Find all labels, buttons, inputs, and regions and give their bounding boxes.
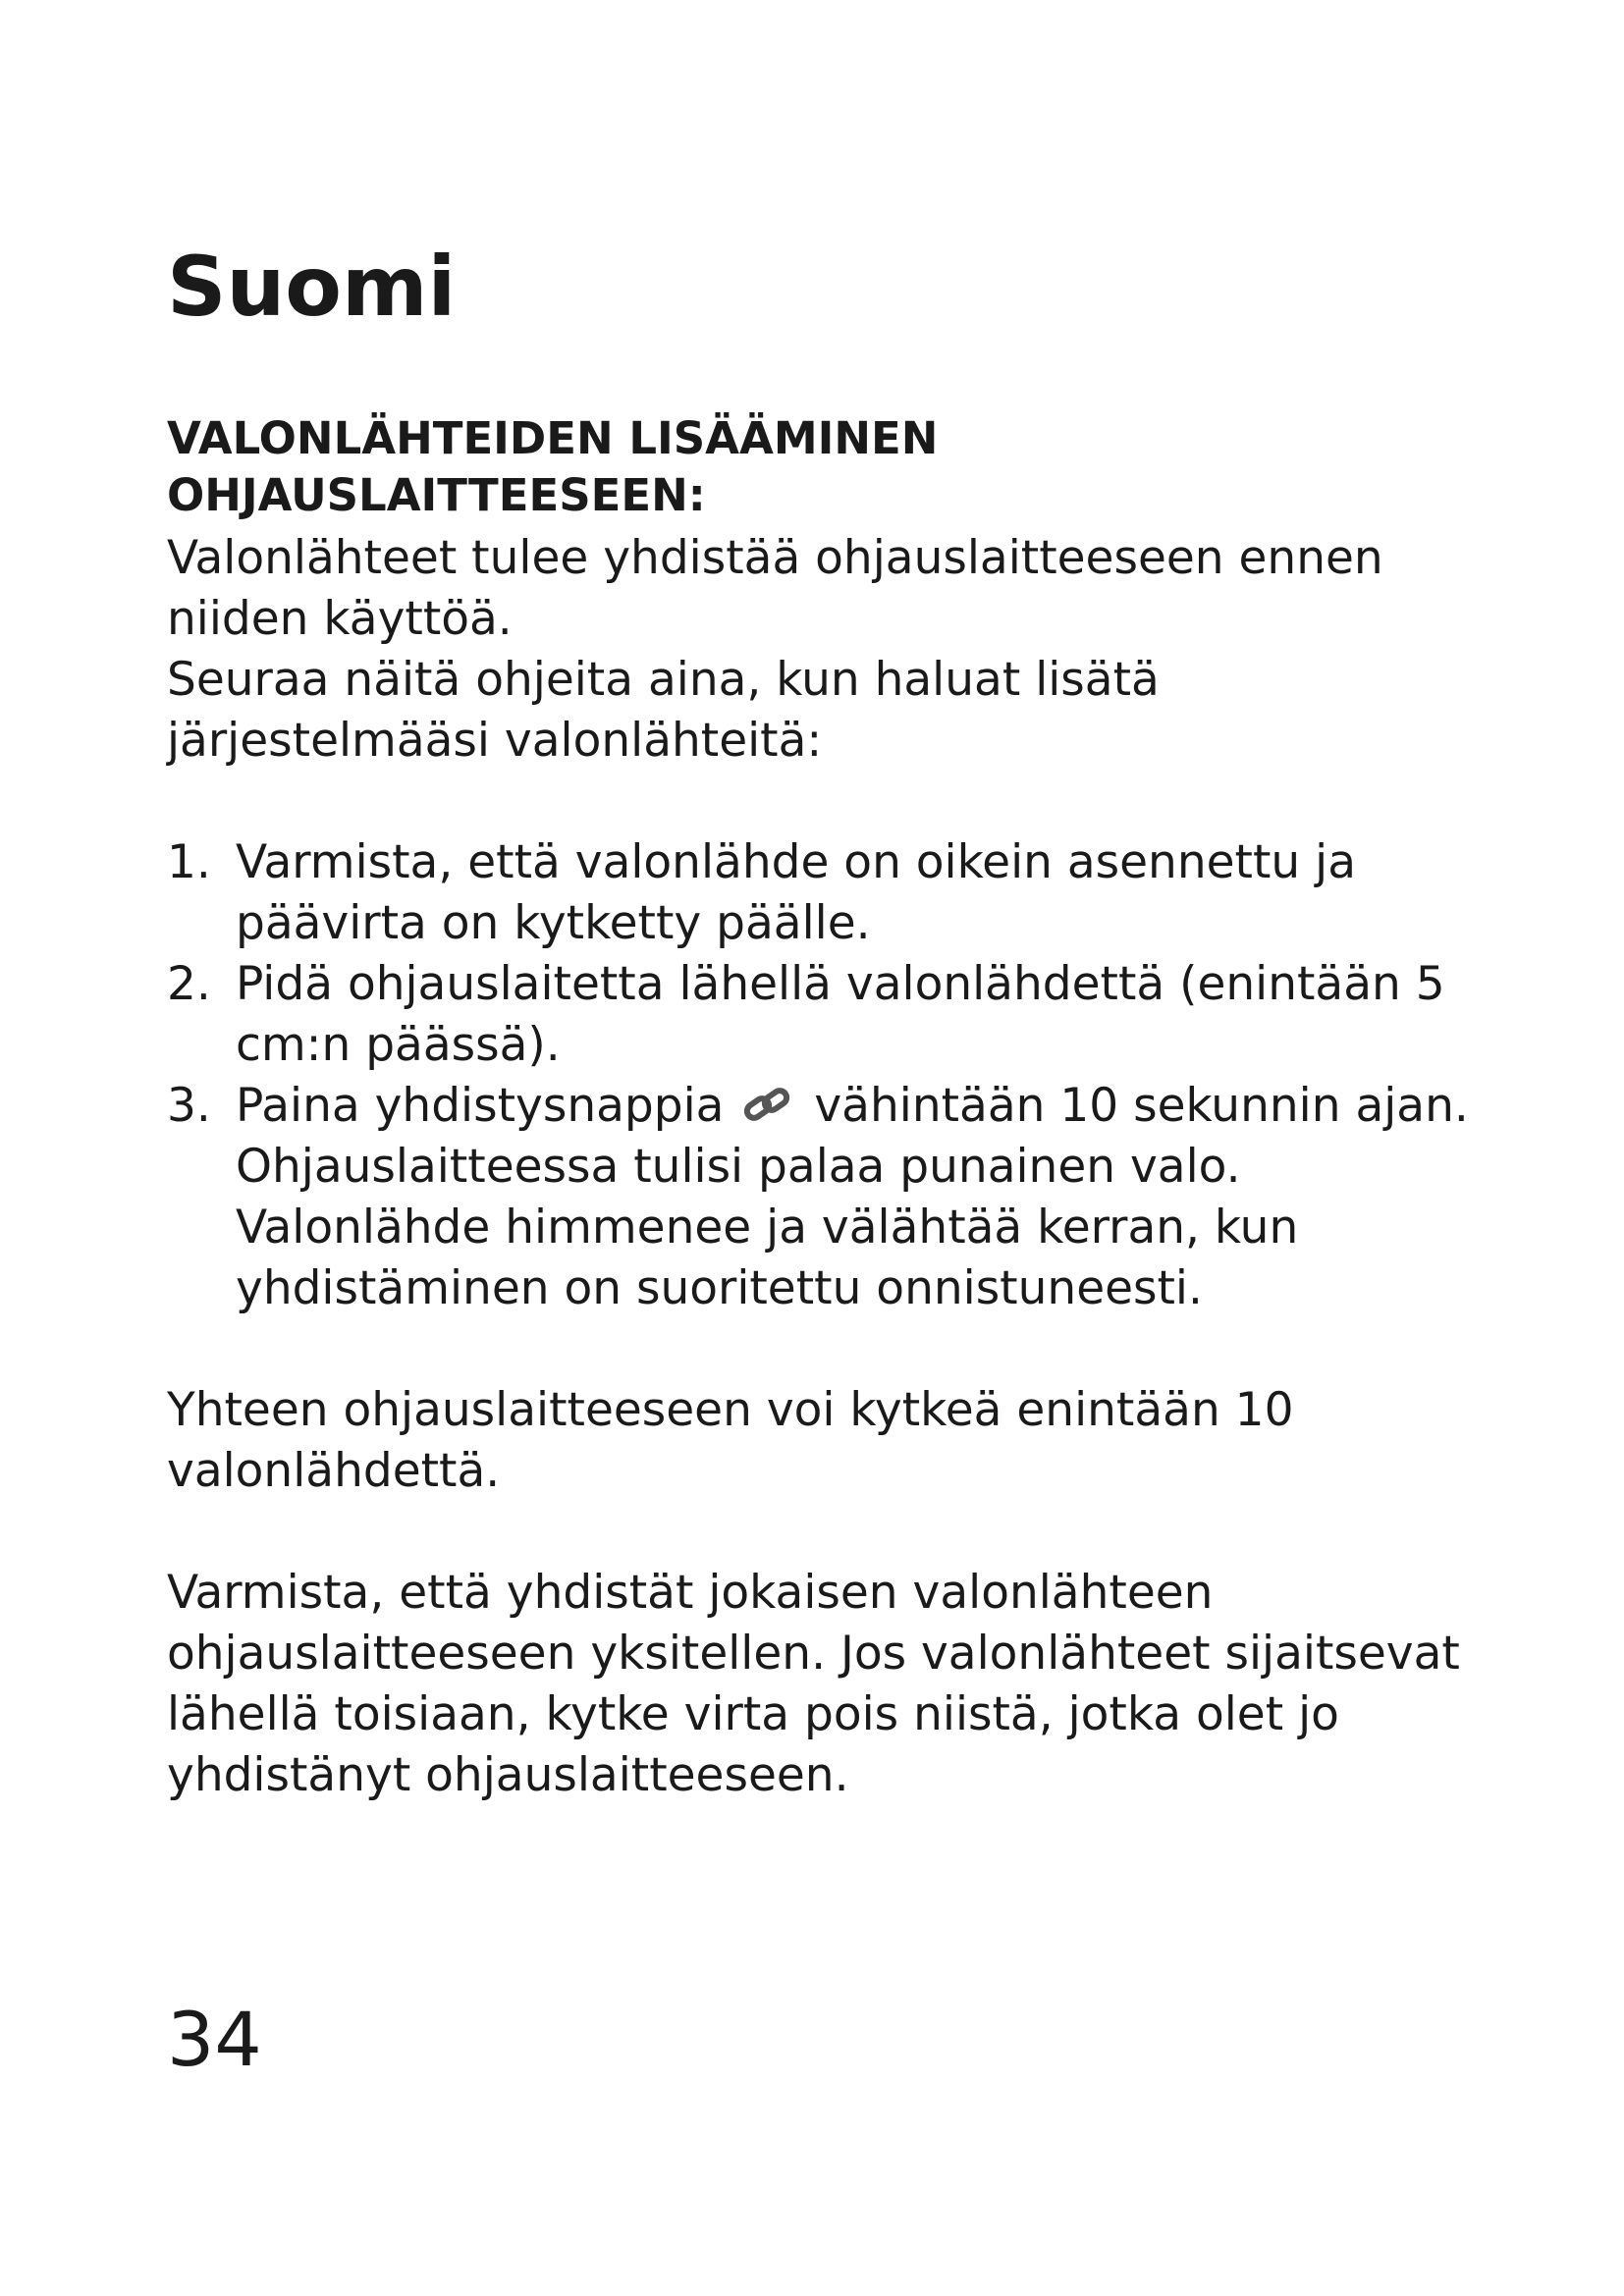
intro-paragraph-2: Seuraa näitä ohjeita aina, kun haluat lisätä järjestelmääsi valonlähteitä: — [167, 653, 1160, 768]
step-number: 3. — [167, 1079, 211, 1133]
manual-page — [167, 239, 1483, 1806]
note-pair-individually: Varmista, että yhdistät jokaisen valonlähteen ohjauslaitteeseen yksitellen. Jos valonlähteet sijaitsevat lähellä toisiaan, kytke virta pois niistä, jotka olet jo yhdistänyt ohjauslaitteeseen. — [167, 1566, 1460, 1802]
page-number: 34 — [167, 1996, 262, 2083]
step-text — [236, 1076, 1483, 1319]
link-icon — [740, 1080, 795, 1119]
instruction-steps — [167, 832, 1483, 1319]
step-item — [167, 1076, 1483, 1319]
section-heading: VALONLÄHTEIDEN LISÄÄMINEN OHJAUSLAITTEESEEN: — [167, 412, 939, 521]
step-text-after-icon: vähintään 10 sekunnin ajan. Ohjauslaitteessa tulisi palaa punainen valo. Valonlähde himmenee ja välähtää kerran, kun yhdistäminen on suoritettu onnistuneesti. — [236, 1079, 1469, 1315]
step-text: Pidä ohjauslaitetta lähellä valonlähdettä (enintään 5 cm:n päässä). — [236, 957, 1445, 1072]
note-max-lights: Yhteen ohjauslaitteeseen voi kytkeä enintään 10 valonlähdettä. — [167, 1383, 1294, 1498]
step-number: 2. — [167, 957, 211, 1011]
step-number: 1. — [167, 835, 211, 889]
language-title: Suomi — [167, 239, 457, 335]
step-item — [167, 954, 1483, 1076]
step-item — [167, 832, 1483, 954]
step-text-before-icon: Paina yhdistysnappia — [236, 1079, 725, 1133]
intro-paragraph-1: Valonlähteet tulee yhdistää ohjauslaitteeseen ennen niiden käyttöä. — [167, 531, 1383, 646]
intro-block — [167, 528, 1483, 772]
step-text: Varmista, että valonlähde on oikein asennettu ja päävirta on kytketty päälle. — [236, 835, 1356, 950]
